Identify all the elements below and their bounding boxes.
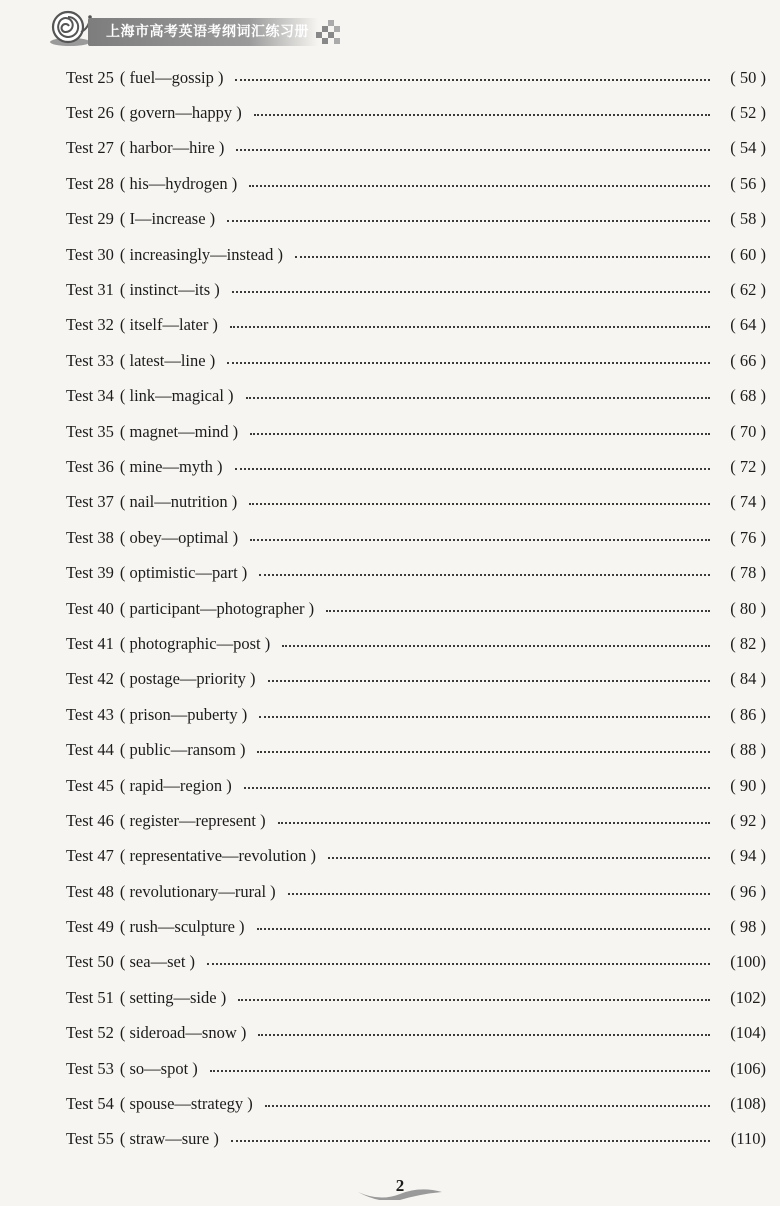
toc-entry-label: Test 26: [66, 103, 114, 123]
toc-entry: [66, 202, 766, 237]
toc-dot-leader: [328, 857, 710, 859]
toc-entry-page: (104): [730, 1023, 766, 1043]
toc-entry-page: ( 86 ): [730, 704, 766, 724]
toc-dot-leader: [235, 79, 710, 81]
toc-entry-label: Test 35: [66, 421, 114, 441]
toc-entry-range: ( link—magical ): [119, 386, 234, 406]
page-header: [48, 8, 348, 48]
toc-entry-label: Test 36: [66, 456, 114, 476]
toc-dot-leader: [259, 716, 710, 718]
toc-dot-leader: [244, 787, 710, 789]
toc-dot-leader: [268, 680, 710, 682]
toc-entry-label: Test 39: [66, 563, 114, 583]
toc-dot-leader: [295, 256, 710, 258]
toc-entry-label: Test 55: [66, 1129, 114, 1149]
toc-entry-range: ( magnet—mind ): [119, 421, 239, 441]
toc-entry: [66, 626, 766, 661]
toc-entry-page: ( 56 ): [730, 173, 766, 193]
toc-dot-leader: [249, 503, 710, 505]
toc-entry-label: Test 33: [66, 350, 114, 370]
toc-entry-range: ( govern—happy ): [119, 103, 242, 123]
toc-entry-label: Test 30: [66, 244, 114, 264]
toc-entry: [66, 591, 766, 626]
toc-dot-leader: [282, 645, 710, 647]
toc-entry: [66, 449, 766, 484]
toc-entry-page: ( 58 ): [730, 209, 766, 229]
toc-entry: [66, 131, 766, 166]
toc-entry-page: ( 92 ): [730, 810, 766, 830]
toc-entry: [66, 874, 766, 909]
toc-entry-label: Test 27: [66, 138, 114, 158]
toc-entry: [66, 662, 766, 697]
toc-entry-range: ( harbor—hire ): [119, 138, 225, 158]
toc-dot-leader: [210, 1070, 710, 1072]
toc-dot-leader: [236, 149, 710, 151]
toc-entry-range: ( so—spot ): [119, 1058, 198, 1078]
toc-entry-label: Test 31: [66, 280, 114, 300]
toc-dot-leader: [265, 1105, 710, 1107]
toc-dot-leader: [227, 362, 710, 364]
toc-dot-leader: [326, 610, 710, 612]
toc-entry-page: ( 90 ): [730, 775, 766, 795]
toc-entry: [66, 343, 766, 378]
toc-dot-leader: [235, 468, 710, 470]
toc-entry-page: ( 66 ): [730, 350, 766, 370]
toc-entry-range: ( register—represent ): [119, 810, 266, 830]
toc-dot-leader: [238, 999, 710, 1001]
toc-entry-range: ( fuel—gossip ): [119, 67, 224, 87]
toc-entry: [66, 1016, 766, 1051]
toc-entry-label: Test 25: [66, 67, 114, 87]
toc-entry: [66, 945, 766, 980]
toc-entry: [66, 272, 766, 307]
toc-entry: [66, 555, 766, 590]
toc-entry-label: Test 34: [66, 386, 114, 406]
page-number: 2: [395, 1176, 405, 1195]
toc-entry-page: (110): [730, 1129, 766, 1149]
toc-entry: [66, 520, 766, 555]
toc-entry-label: Test 54: [66, 1094, 114, 1114]
toc-dot-leader: [231, 1140, 710, 1142]
toc-entry-range: ( I—increase ): [119, 209, 216, 229]
toc-dot-leader: [232, 291, 710, 293]
toc-entry: [66, 485, 766, 520]
toc-dot-leader: [259, 574, 710, 576]
toc-entry-label: Test 50: [66, 952, 114, 972]
toc-entry: [66, 237, 766, 272]
toc-entry: [66, 1122, 766, 1157]
toc-entry: [66, 768, 766, 803]
toc-entry-label: Test 48: [66, 881, 114, 901]
toc-entry-page: ( 78 ): [730, 563, 766, 583]
toc-entry-label: Test 38: [66, 527, 114, 547]
toc-entry-label: Test 51: [66, 987, 114, 1007]
toc-entry: [66, 166, 766, 201]
toc-entry-page: ( 84 ): [730, 669, 766, 689]
toc-entry-page: ( 76 ): [730, 527, 766, 547]
toc-entry-range: ( straw—sure ): [119, 1129, 219, 1149]
toc-entry-range: ( photographic—post ): [119, 633, 271, 653]
toc-entry: [66, 839, 766, 874]
toc-entry-page: ( 64 ): [730, 315, 766, 335]
toc-entry-range: ( mine—myth ): [119, 456, 223, 476]
toc-entry-page: (102): [730, 987, 766, 1007]
toc-entry-range: ( optimistic—part ): [119, 563, 248, 583]
toc-entry-page: ( 70 ): [730, 421, 766, 441]
toc-dot-leader: [227, 220, 710, 222]
checker-ornament-icon: [316, 20, 340, 44]
toc-entry: [66, 697, 766, 732]
toc-dot-leader: [257, 928, 710, 930]
toc-entry-label: Test 43: [66, 704, 114, 724]
toc-entry-label: Test 41: [66, 633, 114, 653]
toc-entry-label: Test 45: [66, 775, 114, 795]
toc-entry-range: ( his—hydrogen ): [119, 173, 238, 193]
toc-entry-page: ( 72 ): [730, 456, 766, 476]
toc-entry-page: (108): [730, 1094, 766, 1114]
toc-entry-range: ( nail—nutrition ): [119, 492, 238, 512]
toc-dot-leader: [278, 822, 710, 824]
toc-entry-page: ( 62 ): [730, 280, 766, 300]
toc-entry-range: ( postage—priority ): [119, 669, 256, 689]
toc-entry: [66, 95, 766, 130]
toc-dot-leader: [246, 397, 710, 399]
toc-entry: [66, 414, 766, 449]
toc-entry-range: ( sideroad—snow ): [119, 1023, 247, 1043]
toc-entry-range: ( itself—later ): [119, 315, 218, 335]
toc-entry-range: ( obey—optimal ): [119, 527, 239, 547]
toc-entry-label: Test 40: [66, 598, 114, 618]
toc-dot-leader: [250, 539, 710, 541]
toc-entry-label: Test 49: [66, 917, 114, 937]
toc-entry-page: ( 54 ): [730, 138, 766, 158]
toc-entry-range: ( public—ransom ): [119, 740, 246, 760]
toc-entry-label: Test 32: [66, 315, 114, 335]
toc-entry: [66, 732, 766, 767]
toc-dot-leader: [207, 963, 710, 965]
toc-entry-label: Test 44: [66, 740, 114, 760]
toc-dot-leader: [254, 114, 710, 116]
toc-entry-page: ( 82 ): [730, 633, 766, 653]
toc-entry-label: Test 46: [66, 810, 114, 830]
toc-entry-page: (100): [730, 952, 766, 972]
toc-entry-range: ( prison—puberty ): [119, 704, 248, 724]
toc-entry: [66, 60, 766, 95]
toc-entry-page: ( 88 ): [730, 740, 766, 760]
toc-entry-range: ( instinct—its ): [119, 280, 220, 300]
toc-entry-page: ( 80 ): [730, 598, 766, 618]
toc-entry: [66, 308, 766, 343]
toc-entry-range: ( spouse—strategy ): [119, 1094, 253, 1114]
toc-entry-label: Test 53: [66, 1058, 114, 1078]
toc-dot-leader: [249, 185, 710, 187]
toc-entry-range: ( increasingly—instead ): [119, 244, 284, 264]
toc-entry-page: ( 74 ): [730, 492, 766, 512]
toc-entry-label: Test 42: [66, 669, 114, 689]
toc-entry: [66, 980, 766, 1015]
toc-entry-label: Test 29: [66, 209, 114, 229]
toc-dot-leader: [250, 433, 710, 435]
toc-dot-leader: [257, 751, 710, 753]
toc-entry-range: ( rush—sculpture ): [119, 917, 245, 937]
toc-dot-leader: [258, 1034, 710, 1036]
toc-entry-page: ( 68 ): [730, 386, 766, 406]
toc-entry-range: ( sea—set ): [119, 952, 196, 972]
toc-entry-label: Test 28: [66, 173, 114, 193]
toc-entry-range: ( setting—side ): [119, 987, 227, 1007]
toc-entry-label: Test 47: [66, 846, 114, 866]
toc-entry-range: ( revolutionary—rural ): [119, 881, 276, 901]
toc-entry: [66, 1051, 766, 1086]
toc-entry: [66, 909, 766, 944]
toc-entry: [66, 1086, 766, 1121]
toc-entry: [66, 803, 766, 838]
toc-entry-label: Test 37: [66, 492, 114, 512]
toc-entry-page: ( 60 ): [730, 244, 766, 264]
toc-entry-page: (106): [730, 1058, 766, 1078]
toc-entry-page: ( 96 ): [730, 881, 766, 901]
toc-entry-range: ( participant—photographer ): [119, 598, 315, 618]
page-footer: [350, 1172, 450, 1202]
toc-dot-leader: [288, 893, 710, 895]
toc-entry: [66, 379, 766, 414]
header-title: 上海市高考英语考纲词汇练习册: [88, 18, 318, 46]
toc-entry-page: ( 94 ): [730, 846, 766, 866]
toc-entry-range: ( rapid—region ): [119, 775, 232, 795]
toc-entry-page: ( 52 ): [730, 103, 766, 123]
toc-entry-label: Test 52: [66, 1023, 114, 1043]
toc-entry-page: ( 50 ): [730, 67, 766, 87]
toc-dot-leader: [230, 326, 710, 328]
toc-entry-range: ( representative—revolution ): [119, 846, 316, 866]
toc-entry-page: ( 98 ): [730, 917, 766, 937]
toc-entry-range: ( latest—line ): [119, 350, 216, 370]
table-of-contents: [66, 60, 766, 1157]
